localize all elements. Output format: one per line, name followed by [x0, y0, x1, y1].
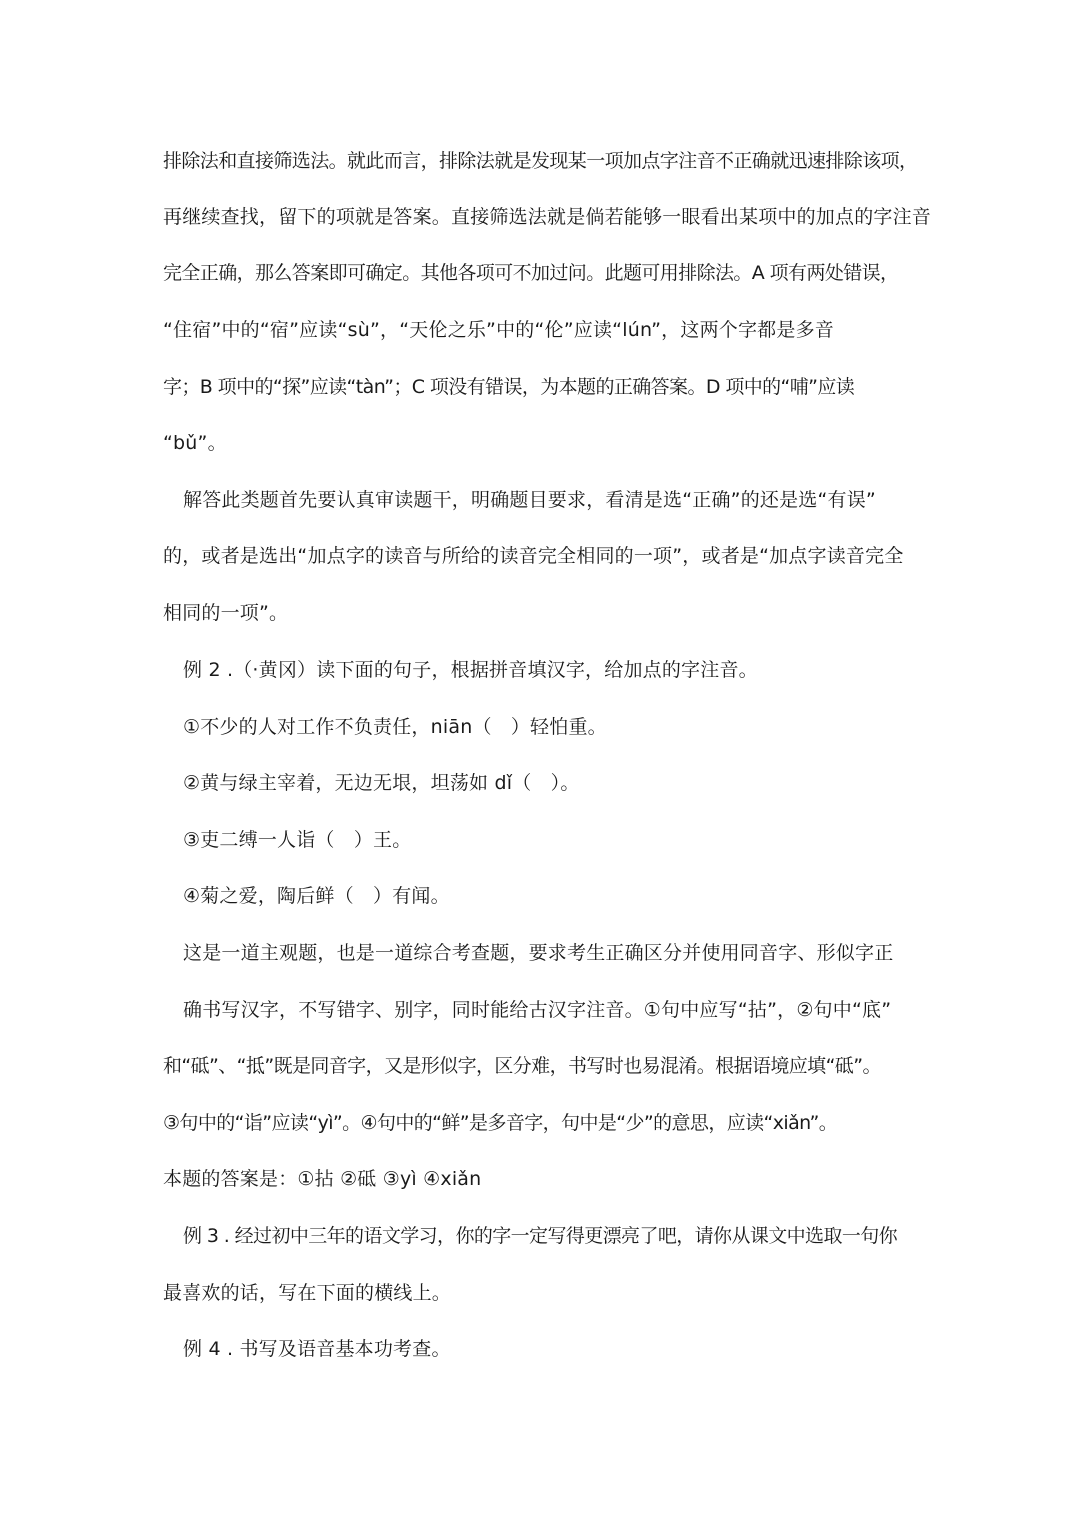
paragraph-line: 字；B 项中的“探”应读“tàn”；C 项没有错误，为本题的正确答案。D 项中的“哺”应读 [163, 376, 855, 398]
paragraph-line: 完全正确，那么答案即可确定。其他各项可不加过问。此题可用排除法。A 项有两处错误， [163, 262, 899, 284]
sentence-item: ②黄与绿主宰着，无边无垠，坦荡如 dǐ（ ）。 [183, 772, 580, 794]
paragraph-line: “住宿”中的“宿”应读“sù”，“天伦之乐”中的“伦”应读“lún”，这两个字都是多音 [163, 319, 834, 341]
paragraph-line: 最喜欢的话，写在下面的横线上。 [163, 1282, 452, 1304]
example-heading: 例 2 .（·黄冈）读下面的句子，根据拼音填汉字，给加点的字注音。 [183, 659, 758, 681]
paragraph-line: 再继续查找，留下的项就是答案。直接筛选法就是倘若能够一眼看出某项中的加点的字注音 [163, 206, 932, 228]
sentence-item: ①不少的人对工作不负责任，niān（ ）轻怕重。 [183, 716, 607, 738]
paragraph-line: 的，或者是选出“加点字的读音与所给的读音完全相同的一项”，或者是“加点字读音完全 [163, 545, 904, 567]
paragraph-line: ③句中的“诣”应读“yì”。④句中的“鲜”是多音字，句中是“少”的意思，应读“xiǎn”。 [163, 1112, 838, 1134]
example-heading: 例 3 . 经过初中三年的语文学习，你的字一定写得更漂亮了吧，请你从课文中选取一句你 [183, 1225, 898, 1247]
paragraph-line: 这是一道主观题，也是一道综合考查题，要求考生正确区分并使用同音字、形似字正 [183, 942, 894, 964]
answer-line: 本题的答案是：①拈 ②砥 ③yì ④xiǎn [163, 1168, 482, 1190]
paragraph-line: 解答此类题首先要认真审读题干，明确题目要求，看清是选“正确”的还是选“有误” [183, 489, 876, 511]
paragraph-line: 和“砥”、“抵”既是同音字，又是形似字，区分难，书写时也易混淆。根据语境应填“砥”。 [163, 1055, 881, 1077]
paragraph-line: 确书写汉字，不写错字、别字，同时能给古汉字注音。①句中应写“拈”，②句中“底” [183, 999, 892, 1021]
paragraph-line: “bǔ”。 [163, 432, 227, 454]
sentence-item: ④菊之爱，陶后鲜（ ）有闻。 [183, 885, 450, 907]
paragraph-line: 相同的一项”。 [163, 602, 289, 624]
sentence-item: ③吏二缚一人诣（ ）王。 [183, 829, 412, 851]
example-heading: 例 4 . 书写及语音基本功考查。 [183, 1338, 451, 1360]
paragraph-line: 排除法和直接筛选法。就此而言，排除法就是发现某一项加点字注音不正确就迅速排除该项， [163, 150, 918, 172]
